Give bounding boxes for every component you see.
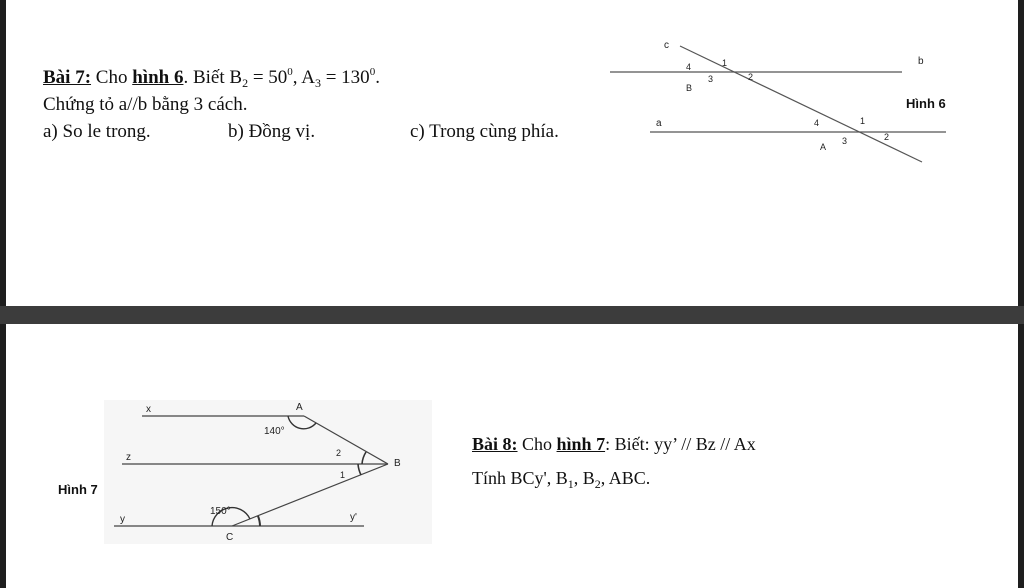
subscript: 1 bbox=[567, 477, 574, 491]
angle-A3: 3 bbox=[842, 136, 848, 146]
figure-7-caption: Hình 7 bbox=[58, 482, 98, 497]
label-a: a bbox=[656, 118, 662, 129]
angle-2-label: 2 bbox=[336, 448, 342, 458]
text-segment: , ABC. bbox=[600, 468, 651, 488]
angle-A1: 1 bbox=[860, 116, 866, 126]
angle-B2: 2 bbox=[748, 72, 754, 82]
text-segment: : Biết: yy’ // Bz // Ax bbox=[605, 434, 756, 454]
angle-B3: 3 bbox=[708, 74, 714, 84]
text-segment: . bbox=[375, 67, 380, 88]
text-segment: Cho bbox=[517, 434, 557, 454]
exercise-8-statement bbox=[472, 434, 756, 455]
label-b: b bbox=[918, 56, 924, 67]
angle-B4: 4 bbox=[686, 62, 692, 72]
label-c: c bbox=[664, 40, 669, 51]
label-B: B bbox=[394, 458, 401, 469]
label-x: x bbox=[146, 404, 151, 415]
label-y: y bbox=[120, 514, 125, 525]
option-c: c) Trong cùng phía. bbox=[410, 121, 559, 142]
condition-a3: $A_3 = 130^0$ bbox=[301, 66, 376, 90]
exercise-8-task bbox=[472, 468, 650, 492]
option-a: a) So le trong. bbox=[43, 121, 151, 142]
exercise-7-statement bbox=[43, 66, 380, 91]
text-segment: , bbox=[292, 67, 302, 88]
label-z: z bbox=[126, 452, 131, 463]
angle-A4: 4 bbox=[814, 118, 820, 128]
angle-C-value: 150° bbox=[210, 506, 231, 517]
text-segment: Cho bbox=[91, 67, 133, 88]
right-frame-edge bbox=[1018, 0, 1024, 588]
exercise-8-panel bbox=[6, 324, 1018, 588]
line-c bbox=[680, 46, 922, 162]
label-C: C bbox=[226, 532, 234, 543]
label-point-B: B bbox=[686, 83, 693, 93]
text-segment: , B bbox=[573, 468, 595, 488]
section-divider bbox=[0, 306, 1024, 324]
angle-A2: 2 bbox=[884, 132, 890, 142]
exercise-7-panel bbox=[6, 0, 1018, 306]
figure-7-reference: hình 7 bbox=[556, 434, 606, 454]
label-point-A: A bbox=[820, 142, 827, 152]
angle-A-value: 140° bbox=[264, 426, 285, 437]
subscript: 2 bbox=[594, 477, 601, 491]
label-y-prime: y' bbox=[350, 512, 357, 523]
exercise-7-label: Bài 7: bbox=[43, 67, 92, 88]
text-segment: Tính bbox=[472, 468, 511, 488]
figure-6-reference: hình 6 bbox=[132, 67, 184, 88]
label-A: A bbox=[296, 402, 303, 413]
condition-b2: $B_2 = 50^0$ bbox=[229, 66, 293, 90]
angle-B1: 1 bbox=[722, 58, 728, 68]
text-segment: BCy', B bbox=[510, 468, 568, 488]
text-segment: . Biết bbox=[183, 67, 230, 88]
exercise-7-task: Chứng tỏ a//b bằng 3 cách. bbox=[43, 94, 248, 115]
angle-1-label: 1 bbox=[340, 470, 346, 480]
figure-6-caption: Hình 6 bbox=[906, 96, 946, 111]
figure-6-diagram bbox=[600, 36, 954, 172]
exercise-8-label: Bài 8: bbox=[472, 434, 518, 454]
figure-7-diagram bbox=[104, 400, 432, 544]
option-b: b) Đồng vị. bbox=[228, 121, 316, 142]
